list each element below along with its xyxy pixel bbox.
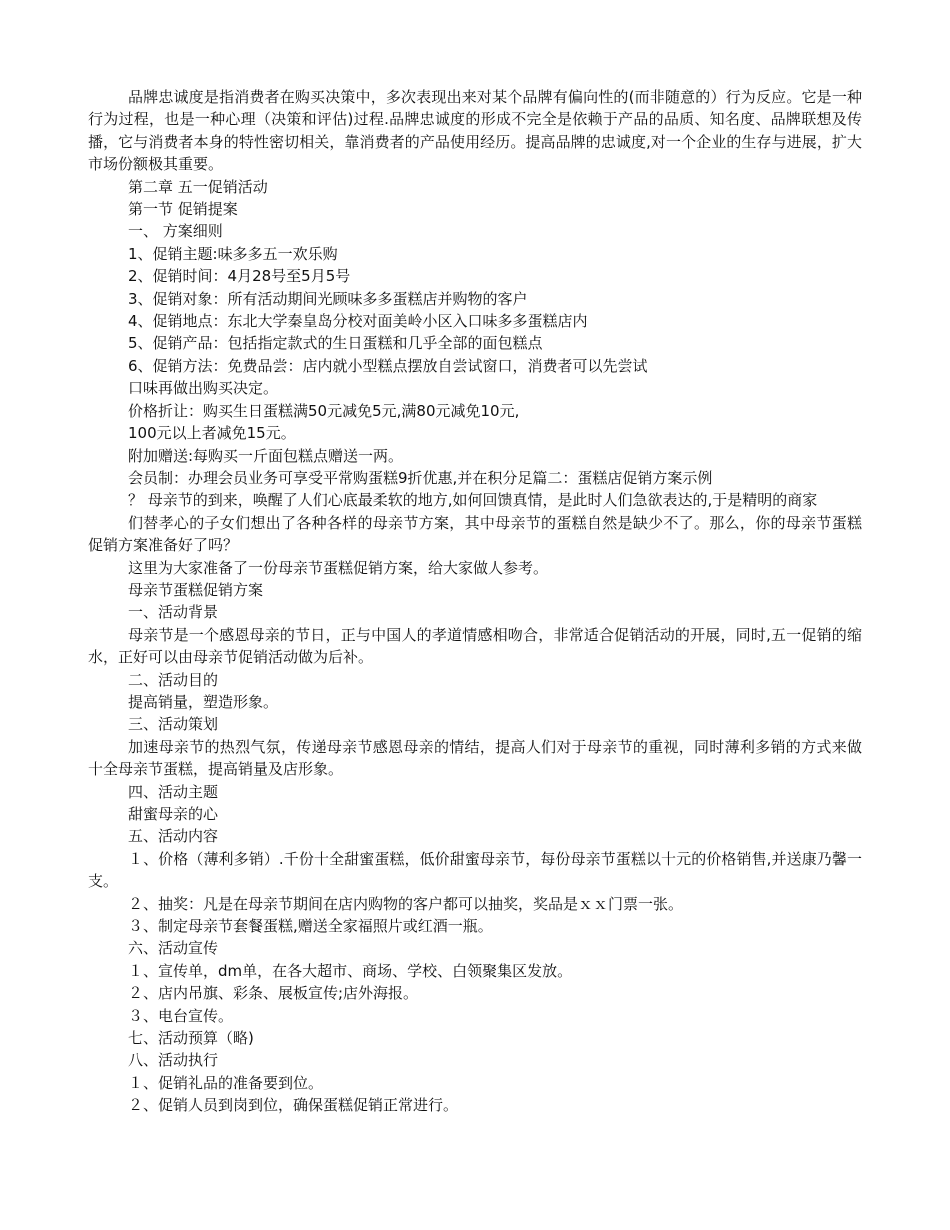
plan-title: 母亲节蛋糕促销方案 — [128, 580, 264, 599]
list-item-banners: ２、店内吊旗、彩条、展板宣传;店外海报。 — [128, 984, 419, 1003]
paragraph-mothers-day-intro: ？ 母亲节的到来，唤醒了人们心底最柔软的地方,如何回馈真情，是此时人们急欲表达的,于是精明的商家 — [128, 491, 818, 510]
subsection-heading: 一、 方案细则 — [128, 222, 223, 241]
text-line: 甜蜜母亲的心 — [128, 805, 219, 823]
paragraph-price: １、价格（薄利多销）.千份十全甜蜜蛋糕，低价甜蜜母亲节，每份母亲节蛋糕以十元的价格销售,并送康乃馨一支。 — [88, 849, 862, 891]
section-heading: 第一节 促销提案 — [128, 200, 238, 219]
heading-promotion: 六、活动宣传 — [128, 939, 219, 958]
paragraph-mothers-day-plans: 们替孝心的子女们想出了各种各样的母亲节方案，其中母亲节的蛋糕自然是缺少不了。那么，你的母亲节蛋糕促销方案准备好了吗？ — [88, 513, 862, 555]
text-line: 这里为大家准备了一份母亲节蛋糕促销方案，给大家做人参考。 — [128, 558, 549, 577]
text-line-discount: 价格折让：购买生日蛋糕满50元减免5元,满80元减免10元, — [128, 401, 520, 420]
list-item-time: 2、促销时间：4月28号至5月5号 — [128, 267, 351, 286]
list-item-products: 5、促销产品：包括指定款式的生日蛋糕和几乎全部的面包糕点 — [128, 334, 543, 353]
list-item-lottery: ２、抽奖：凡是在母亲节期间在店内购物的客户都可以抽奖，奖品是ｘｘ门票一张。 — [128, 894, 684, 913]
list-item-staff: ２、促销人员到岗到位，确保蛋糕促销正常进行。 — [128, 1096, 459, 1115]
text-line: 口味再做出购买决定。 — [128, 379, 279, 398]
heading-execution: 八、活动执行 — [128, 1051, 219, 1070]
paragraph-background: 母亲节是一个感恩母亲的节日，正与中国人的孝道情感相吻合，非常适合促销活动的开展，同时,五一促销的缩水，正好可以由母亲节促销活动做为后补。 — [88, 625, 862, 667]
list-item-methods: 6、促销方法：免费品尝：店内就小型糕点摆放自尝试窗口，消费者可以先尝试 — [128, 356, 648, 375]
paragraph-brand-loyalty: 品牌忠诚度是指消费者在购买决策中，多次表现出来对某个品牌有偏向性的(而非随意的）行为反应。它是一种行为过程，也是一种心理（决策和评估)过程.品牌忠诚度的形成不完全是依赖于产品的品质、知名度、品牌联想及传播，它与消费者本身的特性密切相关，靠消费者的产品使用经历。提高品牌的忠诚度,对一个企业的生存与进展，扩大市场份额极其重要。 — [88, 88, 862, 174]
list-item-flyers: １、宣传单，dm单，在各大超市、商场、学校、白领聚集区发放。 — [128, 961, 573, 980]
heading-purpose: 二、活动目的 — [128, 670, 219, 689]
text-line-membership: 会员制：办理会员业务可享受平常购蛋糕9折优惠,并在积分足篇二：蛋糕店促销方案示例 — [128, 468, 713, 487]
list-item-gifts: １、促销礼品的准备要到位。 — [128, 1073, 324, 1092]
list-item-radio: ３、电台宣传。 — [128, 1006, 234, 1025]
heading-budget: 七、活动预算（略) — [128, 1029, 254, 1048]
text-line-gift: 附加赠送:每购买一斤面包糕点赠送一两。 — [128, 446, 404, 465]
list-item-package: ３、制定母亲节套餐蛋糕,赠送全家福照片或红酒一瓶。 — [128, 917, 493, 936]
list-item-target: 3、促销对象：所有活动期间光顾味多多蛋糕店并购物的客户 — [128, 289, 528, 308]
text-line: 100元以上者减免15元。 — [128, 424, 296, 443]
chapter-heading: 第二章 五一促销活动 — [128, 177, 268, 196]
heading-planning: 三、活动策划 — [128, 715, 219, 734]
heading-theme: 四、活动主题 — [128, 782, 219, 801]
heading-content: 五、活动内容 — [128, 827, 219, 846]
text-line: 提高销量，塑造形象。 — [128, 692, 279, 711]
list-item-theme: 1、促销主题:味多多五一欢乐购 — [128, 244, 338, 263]
paragraph-planning: 加速母亲节的热烈气氛，传递母亲节感恩母亲的情结，提高人们对于母亲节的重视，同时薄利多销的方式来做十全母亲节蛋糕，提高销量及店形象。 — [88, 737, 862, 779]
list-item-location: 4、促销地点：东北大学秦皇岛分校对面美岭小区入口味多多蛋糕店内 — [128, 312, 588, 331]
heading-background: 一、活动背景 — [128, 603, 219, 622]
